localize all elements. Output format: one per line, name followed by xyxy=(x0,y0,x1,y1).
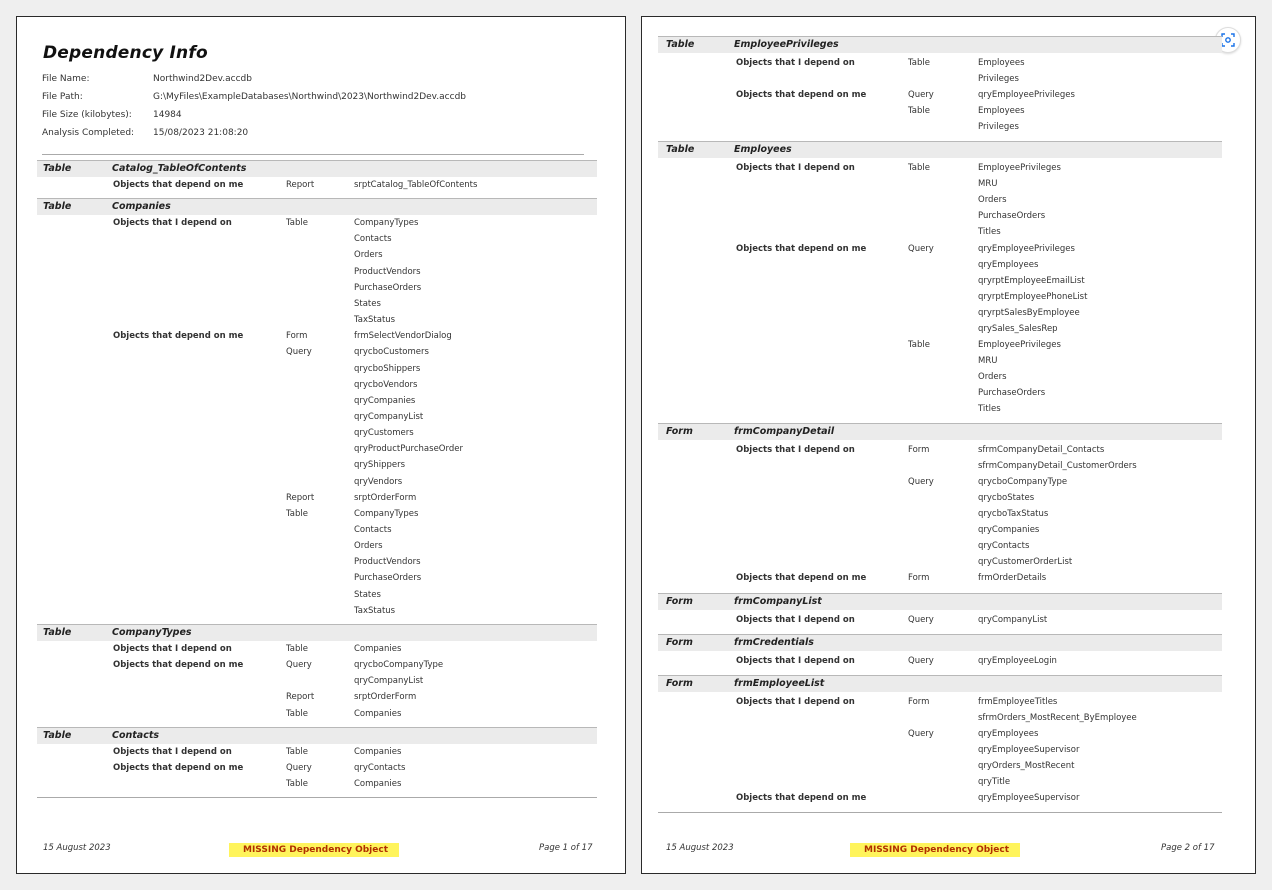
dependency-row xyxy=(642,793,1206,809)
meta-value: Northwind2Dev.accdb xyxy=(153,74,252,84)
section-header xyxy=(37,727,597,744)
dependent-object: PurchaseOrders xyxy=(978,211,1046,222)
meta-label: File Size (kilobytes): xyxy=(42,110,132,120)
dependency-row xyxy=(642,74,1206,90)
dependent-object: qrycboCustomers xyxy=(354,347,429,358)
dependent-object: Employees xyxy=(978,106,1025,117)
dependency-row xyxy=(17,250,577,266)
dependent-object: qrycboStates xyxy=(978,493,1035,504)
dependent-object: qrycboCompanyType xyxy=(354,660,444,671)
section-header xyxy=(37,198,597,215)
divider xyxy=(42,154,584,155)
object-name: Catalog_TableOfContents xyxy=(112,163,247,174)
dependency-row xyxy=(642,260,1206,276)
dependency-row xyxy=(642,340,1206,356)
dependency-row xyxy=(642,729,1206,745)
dependency-row xyxy=(642,372,1206,388)
dependent-object: qryEmployeeSupervisor xyxy=(978,792,1080,803)
dependency-row xyxy=(642,713,1206,729)
dependency-row xyxy=(17,692,577,708)
relationship-label: Objects that I depend on xyxy=(736,58,855,68)
dependent-object: MRU xyxy=(978,179,998,190)
relationship-label: Objects that I depend on xyxy=(736,163,855,174)
section-header xyxy=(658,675,1222,692)
relationship-label: Objects that I depend on xyxy=(113,643,232,654)
dependency-row xyxy=(17,557,577,573)
meta-value: 15/08/2023 21:08:20 xyxy=(153,128,249,138)
object-kind: Table xyxy=(43,201,72,213)
object-name: Employees xyxy=(734,144,792,156)
dependent-object: TaxStatus xyxy=(354,315,396,326)
meta-value: G:\MyFiles\ExampleDatabases\Northwind\2023\Northwind2Dev.accdb xyxy=(153,92,467,102)
dependent-object: qryVendors xyxy=(354,476,403,487)
dependent-object: qryCompanies xyxy=(354,395,416,406)
object-kind: Form xyxy=(666,677,693,689)
dependent-object: CompanyTypes xyxy=(354,508,419,519)
dependent-object: MRU xyxy=(978,355,998,366)
relationship-label: Objects that I depend on xyxy=(113,746,232,757)
relationship-label: Objects that depend on me xyxy=(736,90,867,101)
relationship-label: Objects that depend on me xyxy=(113,762,244,773)
dependent-object: Privileges xyxy=(978,74,1019,85)
object-type: Query xyxy=(908,90,934,101)
dependency-row xyxy=(17,606,577,622)
dependent-object: qryCompanyList xyxy=(978,614,1048,625)
dependent-object: qryCompanyList xyxy=(354,676,424,687)
relationship-label: Objects that depend on me xyxy=(736,792,867,803)
dependent-object: qryContacts xyxy=(354,762,406,773)
dependency-row xyxy=(17,573,577,589)
dependent-object: PurchaseOrders xyxy=(354,573,422,584)
dependent-object: qryEmployees xyxy=(978,728,1039,739)
object-type: Table xyxy=(908,106,930,117)
footer-page-number: Page 1 of 17 xyxy=(539,843,593,853)
dependent-object: frmOrderDetails xyxy=(978,573,1047,584)
dependent-object: Titles xyxy=(978,404,1001,414)
dependent-object: srptOrderForm xyxy=(354,692,417,703)
relationship-label: Objects that I depend on xyxy=(113,218,232,229)
dependency-row xyxy=(642,509,1206,525)
dependent-object: sfrmOrders_MostRecent_ByEmployee xyxy=(978,712,1137,723)
object-name: frmCompanyList xyxy=(734,595,822,607)
object-type: Table xyxy=(286,643,308,654)
object-name: Companies xyxy=(112,201,171,213)
dependent-object: qryProductPurchaseOrder xyxy=(354,444,463,455)
object-name: frmCredentials xyxy=(734,636,814,648)
section-header xyxy=(658,593,1222,610)
object-type: Query xyxy=(908,728,934,739)
dependency-row xyxy=(642,445,1206,461)
object-kind: Form xyxy=(666,426,693,438)
dependency-row xyxy=(17,509,577,525)
object-kind: Table xyxy=(43,729,72,741)
dependent-object: srptCatalog_TableOfContents xyxy=(354,180,478,190)
section-header xyxy=(37,160,597,177)
object-kind: Table xyxy=(666,39,695,50)
section-header xyxy=(658,36,1222,53)
dependency-row xyxy=(17,364,577,380)
section-header xyxy=(658,423,1222,440)
object-type: Form xyxy=(286,331,308,342)
dependency-row xyxy=(17,218,577,234)
object-type: Table xyxy=(908,339,930,350)
object-type: Report xyxy=(286,180,315,190)
dependency-row xyxy=(642,477,1206,493)
report-title: Dependency Info xyxy=(43,43,208,63)
object-type: Query xyxy=(286,762,312,773)
object-type: Report xyxy=(286,692,315,703)
report-page-1 xyxy=(16,16,626,874)
dependent-object: PurchaseOrders xyxy=(354,282,422,293)
dependent-object: qryEmployeeLogin xyxy=(978,655,1057,666)
meta-label: Analysis Completed: xyxy=(42,128,135,138)
object-type: Query xyxy=(286,347,312,358)
dependent-object: qrycboTaxStatus xyxy=(978,509,1049,520)
relationship-label: Objects that depend on me xyxy=(113,180,244,190)
object-type: Table xyxy=(286,746,308,757)
dependency-row xyxy=(642,244,1206,260)
object-name: CompanyTypes xyxy=(112,626,192,638)
dependent-object: CompanyTypes xyxy=(354,218,419,229)
meta-label: File Name: xyxy=(42,74,90,84)
dependent-object: Employees xyxy=(978,58,1025,68)
dependency-row xyxy=(17,644,577,660)
dependent-object: TaxStatus xyxy=(354,605,396,616)
dependency-row xyxy=(642,227,1206,243)
dependency-row xyxy=(17,763,577,779)
dependent-object: qryCustomerOrderList xyxy=(978,557,1073,568)
dependent-object: qrySales_SalesRep xyxy=(978,323,1058,334)
dependency-row xyxy=(642,745,1206,761)
dependent-object: Orders xyxy=(978,371,1007,382)
dependency-row xyxy=(642,292,1206,308)
dependency-row xyxy=(17,477,577,493)
object-kind: Table xyxy=(43,626,72,638)
dependent-object: Orders xyxy=(354,250,383,261)
missing-object-banner: MISSING Dependency Object xyxy=(850,843,1020,857)
dependent-object: qryEmployeePrivileges xyxy=(978,243,1075,254)
dependency-row xyxy=(642,211,1206,227)
dependency-row xyxy=(642,388,1206,404)
section-header xyxy=(658,141,1222,158)
object-type: Table xyxy=(908,58,930,68)
relationship-label: Objects that depend on me xyxy=(113,660,244,671)
dependency-row xyxy=(17,283,577,299)
dependency-row xyxy=(642,324,1206,340)
object-kind: Form xyxy=(666,595,693,607)
dependent-object: Privileges xyxy=(978,122,1019,133)
dependent-object: ProductVendors xyxy=(354,557,421,568)
dependency-row xyxy=(642,308,1206,324)
object-type: Form xyxy=(908,445,930,456)
dependent-object: qryEmployeePrivileges xyxy=(978,90,1075,101)
dependency-row xyxy=(642,656,1206,672)
relationship-label: Objects that depend on me xyxy=(736,573,867,584)
dependent-object: qryCompanies xyxy=(978,525,1040,536)
missing-object-banner: MISSING Dependency Object xyxy=(229,843,399,857)
dependency-row xyxy=(17,428,577,444)
relationship-label: Objects that I depend on xyxy=(736,655,855,666)
dependent-object: sfrmCompanyDetail_Contacts xyxy=(978,445,1105,456)
dependency-row xyxy=(17,347,577,363)
report-page-2 xyxy=(641,16,1256,874)
dependency-row xyxy=(17,493,577,509)
dependent-object: frmEmployeeTitles xyxy=(978,696,1058,707)
dependent-object: qrycboCompanyType xyxy=(978,477,1068,488)
object-kind: Table xyxy=(43,163,72,174)
meta-value: 14984 xyxy=(153,110,182,120)
section-end-rule xyxy=(37,797,597,798)
dependent-object: qryrptSalesByEmployee xyxy=(978,307,1080,318)
object-type: Table xyxy=(908,163,930,174)
object-type: Table xyxy=(286,778,308,789)
footer-date: 15 August 2023 xyxy=(43,843,111,853)
dependent-object: Contacts xyxy=(354,234,392,245)
object-type: Report xyxy=(286,492,315,503)
object-type: Query xyxy=(908,477,934,488)
dependent-object: Companies xyxy=(354,746,402,757)
dependency-row xyxy=(17,331,577,347)
object-type: Table xyxy=(286,508,308,519)
object-type: Query xyxy=(908,614,934,625)
dependency-row xyxy=(17,267,577,283)
dependency-row xyxy=(17,180,577,196)
relationship-label: Objects that depend on me xyxy=(736,243,867,254)
dependent-object: qryTitle xyxy=(978,776,1011,787)
footer-date: 15 August 2023 xyxy=(666,843,734,853)
object-type: Form xyxy=(908,573,930,584)
dependency-row xyxy=(642,557,1206,573)
dependency-row xyxy=(642,525,1206,541)
dependency-row xyxy=(17,460,577,476)
object-name: Contacts xyxy=(112,729,160,741)
dependent-object: qryContacts xyxy=(978,541,1030,552)
object-kind: Table xyxy=(666,144,695,156)
dependency-row xyxy=(642,615,1206,631)
dependent-object: frmSelectVendorDialog xyxy=(354,331,452,342)
dependent-object: qryrptEmployeeEmailList xyxy=(978,275,1085,286)
dependent-object: qryCompanyList xyxy=(354,411,424,422)
dependent-object: Orders xyxy=(978,195,1007,206)
dependency-row xyxy=(17,412,577,428)
dependent-object: qrycboVendors xyxy=(354,379,418,390)
visual-search-glyph xyxy=(1221,33,1235,47)
dependency-row xyxy=(17,590,577,606)
object-kind: Form xyxy=(666,636,693,648)
dependent-object: PurchaseOrders xyxy=(978,387,1046,398)
dependency-row xyxy=(642,179,1206,195)
dependency-row xyxy=(17,380,577,396)
dependency-row xyxy=(17,676,577,692)
dependency-row xyxy=(17,444,577,460)
section-header xyxy=(658,634,1222,651)
dependency-row xyxy=(17,396,577,412)
meta-label: File Path: xyxy=(42,92,83,102)
object-type: Form xyxy=(908,696,930,707)
relationship-label: Objects that depend on me xyxy=(113,331,244,342)
dependent-object: qryrptEmployeePhoneList xyxy=(978,291,1088,302)
dependency-row xyxy=(642,493,1206,509)
dependency-row xyxy=(642,163,1206,179)
dependent-object: Companies xyxy=(354,778,402,789)
dependent-object: Orders xyxy=(354,541,383,552)
object-type: Table xyxy=(286,218,308,229)
dependent-object: States xyxy=(354,298,381,309)
dependent-object: srptOrderForm xyxy=(354,492,417,503)
dependency-row xyxy=(642,541,1206,557)
section-end-rule xyxy=(658,812,1222,813)
dependency-row xyxy=(17,779,577,795)
dependent-object: EmployeePrivileges xyxy=(978,163,1061,174)
dependency-row xyxy=(17,660,577,676)
dependency-row xyxy=(642,573,1206,589)
dependency-row xyxy=(17,299,577,315)
relationship-label: Objects that I depend on xyxy=(736,614,855,625)
object-type: Query xyxy=(908,655,934,666)
dependency-row xyxy=(642,90,1206,106)
dependent-object: Companies xyxy=(354,643,402,654)
footer-page-number: Page 2 of 17 xyxy=(1161,843,1215,853)
dependent-object: qryCustomers xyxy=(354,428,414,439)
dependency-row xyxy=(17,747,577,763)
dependent-object: qrycboShippers xyxy=(354,363,421,374)
dependent-object: Contacts xyxy=(354,525,392,535)
dependent-object: sfrmCompanyDetail_CustomerOrders xyxy=(978,461,1137,472)
dependent-object: qryEmployeeSupervisor xyxy=(978,744,1080,755)
dependency-row xyxy=(17,234,577,250)
object-name: frmCompanyDetail xyxy=(734,426,835,438)
dependent-object: States xyxy=(354,589,381,600)
object-name: frmEmployeeList xyxy=(734,677,825,689)
dependent-object: Companies xyxy=(354,708,402,719)
dependency-row xyxy=(642,58,1206,74)
dependency-row xyxy=(17,541,577,557)
object-type: Query xyxy=(286,660,312,671)
dependent-object: ProductVendors xyxy=(354,266,421,277)
object-name: EmployeePrivileges xyxy=(734,39,839,50)
relationship-label: Objects that I depend on xyxy=(736,696,855,707)
dependency-row xyxy=(17,315,577,331)
object-type: Query xyxy=(908,243,934,254)
dependent-object: qryEmployees xyxy=(978,259,1039,270)
dependency-row xyxy=(642,761,1206,777)
dependency-row xyxy=(642,122,1206,138)
dependency-row xyxy=(642,461,1206,477)
dependent-object: EmployeePrivileges xyxy=(978,339,1061,350)
dependency-row xyxy=(642,697,1206,713)
dependency-row xyxy=(642,195,1206,211)
dependency-row xyxy=(642,106,1206,122)
dependent-object: qryShippers xyxy=(354,460,406,471)
dependency-row xyxy=(17,709,577,725)
dependency-row xyxy=(17,525,577,541)
dependent-object: qryOrders_MostRecent xyxy=(978,760,1075,771)
dependency-row xyxy=(642,276,1206,292)
dependency-row xyxy=(642,404,1206,420)
object-type: Table xyxy=(286,708,308,719)
section-header xyxy=(37,624,597,641)
dependency-row xyxy=(642,356,1206,372)
dependency-row xyxy=(642,777,1206,793)
dependent-object: Titles xyxy=(978,227,1001,238)
relationship-label: Objects that I depend on xyxy=(736,445,855,456)
